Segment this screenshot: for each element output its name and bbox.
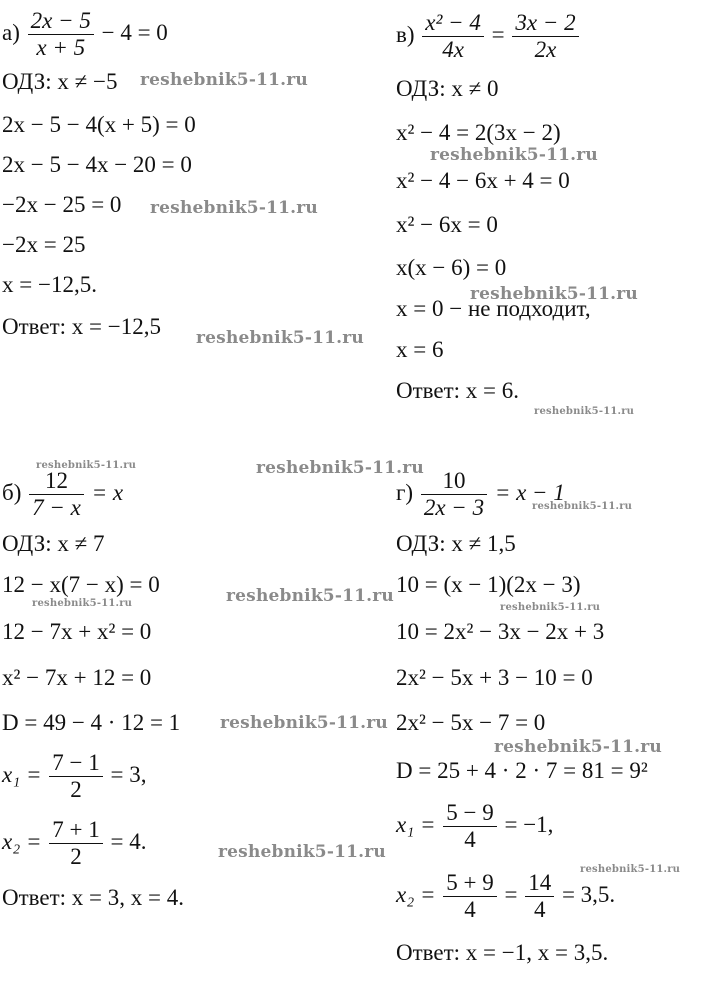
odz-a: ОДЗ: x ≠ −5 — [2, 69, 118, 94]
step-b-3: x² − 7x + 12 = 0 — [2, 665, 152, 690]
watermark: reshebnik5-11.ru — [494, 737, 662, 757]
equation-rest: − 4 = 0 — [101, 19, 168, 45]
watermark: reshebnik5-11.ru — [534, 406, 635, 417]
label-g: г) — [396, 479, 414, 505]
watermark: reshebnik5-11.ru — [140, 70, 308, 90]
root-g-2 — [396, 870, 615, 923]
answer-v: Ответ: x = 6. — [396, 378, 520, 403]
watermark: reshebnik5-11.ru — [430, 145, 598, 165]
watermark: reshebnik5-11.ru — [32, 598, 133, 609]
denominator: 2 — [70, 777, 82, 802]
equals-sign: = — [504, 881, 518, 907]
denominator: 2x − 3 — [423, 495, 485, 520]
step-a-5: x = −12,5. — [2, 272, 97, 297]
denominator: 2 — [70, 844, 82, 869]
root-value: = 3, — [110, 761, 147, 787]
step-b-2: 12 − 7x + x² = 0 — [2, 619, 152, 644]
equation-rest: = x − 1 — [494, 479, 565, 505]
numerator: 2x − 5 — [28, 8, 94, 35]
denominator: 2x — [534, 37, 557, 62]
odz-g: ОДЗ: x ≠ 1,5 — [396, 531, 516, 556]
step-b-4: D = 49 − 4 · 12 = 1 — [2, 710, 181, 735]
watermark: reshebnik5-11.ru — [150, 198, 318, 218]
watermark: reshebnik5-11.ru — [196, 328, 364, 348]
numerator: 12 — [29, 468, 84, 495]
step-g-2: 10 = 2x² − 3x − 2x + 3 — [396, 619, 605, 644]
denominator: 4 — [533, 897, 546, 922]
numerator: x² − 4 — [422, 10, 484, 37]
step-v-1: x² − 4 = 2(3x − 2) — [396, 120, 561, 145]
step-a-2: 2x − 5 − 4x − 20 = 0 — [2, 152, 192, 177]
denominator: 4x — [442, 37, 464, 62]
step-v-4: x(x − 6) = 0 — [396, 255, 507, 280]
denominator: 4 — [464, 897, 476, 922]
fraction-right — [512, 10, 578, 63]
watermark: reshebnik5-11.ru — [256, 458, 424, 478]
root-name: x₁ = — [396, 811, 436, 837]
step-v-3: x² − 6x = 0 — [396, 212, 498, 237]
numerator: 10 — [421, 468, 487, 495]
denominator: x + 5 — [36, 35, 86, 60]
label-v: в) — [396, 21, 415, 47]
root-value: = 4. — [110, 828, 147, 854]
equation-v — [396, 10, 581, 63]
root-name: x₁ = — [2, 761, 42, 787]
numerator: 14 — [525, 870, 554, 897]
step-g-5: D = 25 + 4 · 2 · 7 = 81 = 9² — [396, 758, 648, 783]
equation-a — [2, 8, 168, 61]
watermark: reshebnik5-11.ru — [218, 842, 386, 862]
numerator: 3x − 2 — [512, 10, 578, 37]
step-b-1: 12 − x(7 − x) = 0 — [2, 572, 160, 597]
step-v-5: x = 0 − не подходит, — [396, 296, 591, 321]
watermark: reshebnik5-11.ru — [36, 460, 137, 471]
watermark: reshebnik5-11.ru — [470, 284, 638, 304]
root-value: = 3,5. — [561, 881, 616, 907]
step-g-3: 2x² − 5x + 3 − 10 = 0 — [396, 665, 593, 690]
root-name: x₂ = — [396, 881, 436, 907]
denominator: 7 − x — [32, 495, 81, 520]
root-value: = −1, — [504, 811, 554, 837]
odz-b: ОДЗ: x ≠ 7 — [2, 531, 105, 556]
odz-v: ОДЗ: x ≠ 0 — [396, 76, 499, 101]
fraction-g — [421, 468, 487, 521]
answer-a: Ответ: x = −12,5 — [2, 314, 161, 339]
numerator: 5 − 9 — [443, 800, 496, 827]
answer-g: Ответ: x = −1, x = 3,5. — [396, 940, 609, 965]
root-fraction — [49, 750, 102, 803]
root-fraction — [443, 870, 496, 923]
fraction-b — [29, 468, 84, 521]
watermark: reshebnik5-11.ru — [220, 713, 388, 733]
denominator: 4 — [464, 827, 476, 852]
root-g-1 — [396, 800, 553, 853]
label-a: а) — [2, 19, 20, 45]
step-a-1: 2x − 5 − 4(x + 5) = 0 — [2, 112, 196, 137]
step-g-4: 2x² − 5x − 7 = 0 — [396, 710, 546, 735]
root-b-2 — [2, 817, 146, 870]
watermark: reshebnik5-11.ru — [226, 586, 394, 606]
watermark: reshebnik5-11.ru — [532, 501, 633, 512]
label-b: б) — [2, 479, 22, 505]
watermark: reshebnik5-11.ru — [580, 864, 681, 875]
equation-b — [2, 468, 123, 521]
answer-b: Ответ: x = 3, x = 4. — [2, 885, 184, 910]
equation-rest: = x — [91, 479, 124, 505]
root-name: x₂ = — [2, 828, 42, 854]
step-g-1: 10 = (x − 1)(2x − 3) — [396, 572, 581, 597]
root-fraction-simplified — [525, 870, 554, 923]
step-v-2: x² − 4 − 6x + 4 = 0 — [396, 168, 570, 193]
numerator: 7 − 1 — [49, 750, 102, 777]
numerator: 5 + 9 — [443, 870, 496, 897]
root-b-1 — [2, 750, 146, 803]
root-fraction — [443, 800, 496, 853]
fraction-a — [28, 8, 94, 61]
fraction-left — [422, 10, 484, 63]
numerator: 7 + 1 — [49, 817, 102, 844]
step-v-6: x = 6 — [396, 337, 444, 362]
watermark: reshebnik5-11.ru — [500, 602, 601, 613]
equals-sign: = — [491, 21, 505, 47]
root-fraction — [49, 817, 102, 870]
step-a-3: −2x − 25 = 0 — [2, 192, 122, 217]
step-a-4: −2x = 25 — [2, 232, 86, 257]
